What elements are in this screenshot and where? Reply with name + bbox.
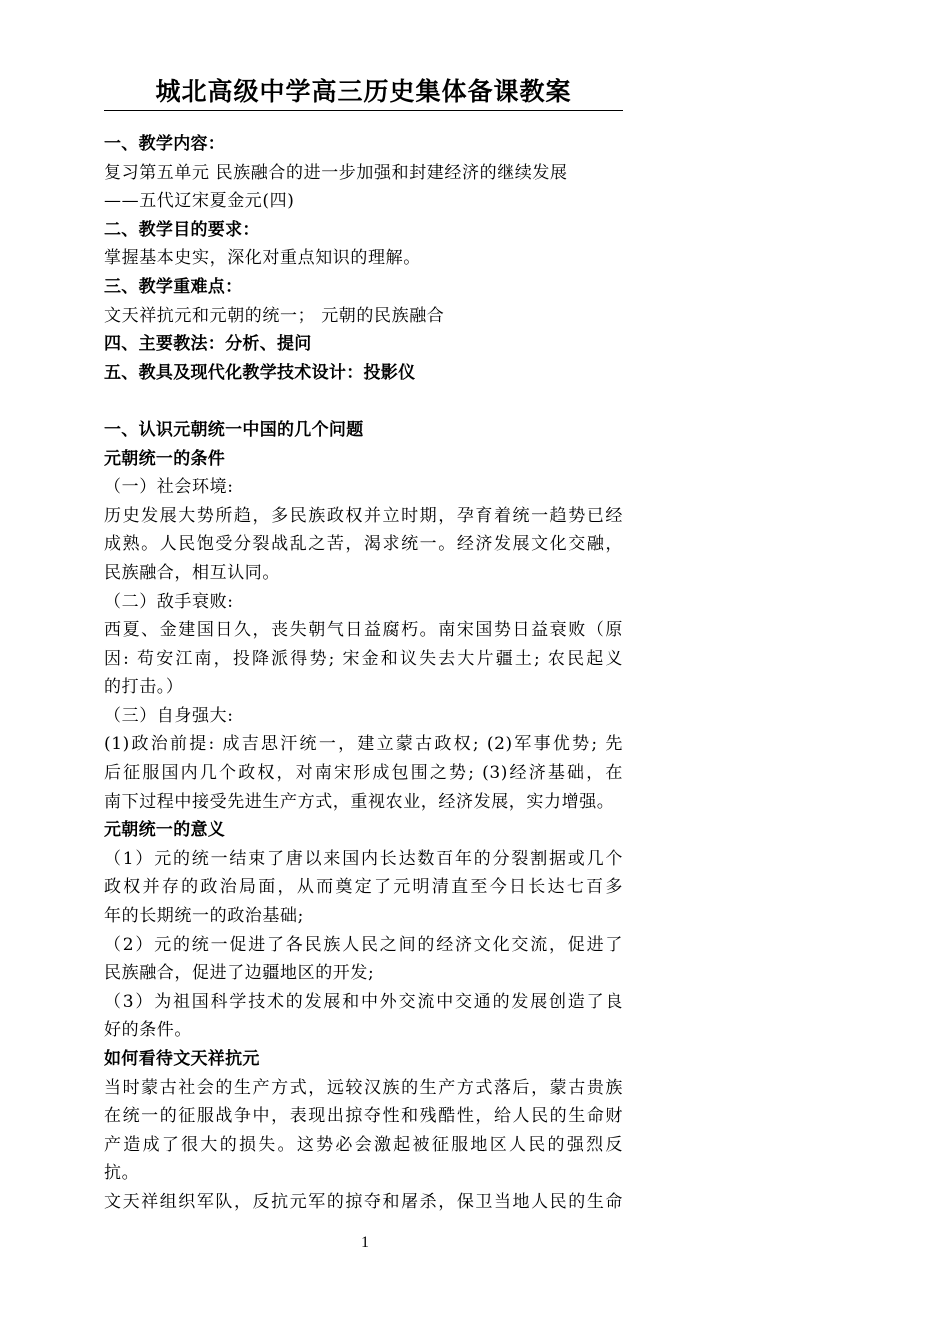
header-text-line: 文天祥抗元和元朝的统一； 元朝的民族融合 bbox=[104, 305, 445, 326]
body-text-line: 西夏、金建国日久，丧失朝气日益腐朽。南宋国势日益衰败（原 bbox=[104, 620, 623, 641]
body-heading: 元朝统一的意义 bbox=[104, 820, 226, 841]
lesson-plan-header bbox=[104, 130, 634, 387]
body-text-line: 产造成了很大的损失。这势必会激起被征服地区人民的强烈反 bbox=[104, 1134, 623, 1155]
header-heading: 一、教学内容： bbox=[104, 134, 226, 154]
page-number: 1 bbox=[361, 1234, 369, 1251]
body-text-line: 南下过程中接受先进生产方式，重视农业，经济发展，实力增强。 bbox=[104, 791, 615, 812]
header-heading: 五、教具及现代化教学技术设计：投影仪 bbox=[104, 362, 416, 383]
body-text-line: （2）元的统一促进了各民族人民之间的经济文化交流，促进了 bbox=[104, 934, 623, 955]
body-text-line: （3）为祖国科学技术的发展和中外交流中交通的发展创造了良 bbox=[104, 991, 623, 1012]
body-text-line: 文天祥组织军队，反抗元军的掠夺和屠杀，保卫当地人民的生命 bbox=[104, 1191, 623, 1212]
body-text-line: 历史发展大势所趋，多民族政权并立时期，孕育着统一趋势已经 bbox=[104, 505, 623, 526]
header-heading: 二、教学目的要求： bbox=[104, 219, 260, 240]
section-spacer bbox=[104, 387, 634, 416]
body-text-line: 后征服国内几个政权，对南宋形成包围之势; (3)经济基础，在 bbox=[104, 763, 623, 784]
body-heading: 一、认识元朝统一中国的几个问题 bbox=[104, 419, 364, 440]
body-text-line: 民族融合，相互认同。 bbox=[104, 562, 280, 583]
body-text-line: 的打击。） bbox=[104, 677, 184, 698]
body-text-line: 当时蒙古社会的生产方式，远较汉族的生产方式落后，蒙古贵族 bbox=[104, 1077, 623, 1098]
body-text-line: 在统一的征服战争中，表现出掠夺性和残酷性，给人民的生命财 bbox=[104, 1106, 623, 1127]
body-heading: 如何看待文天祥抗元 bbox=[104, 1049, 260, 1069]
body-text-line: 好的条件。 bbox=[104, 1020, 192, 1041]
body-text-line: 因: 苟安江南，投降派得势; 宋金和议失去大片疆土; 农民起义 bbox=[104, 648, 623, 669]
header-text-line: 复习第五单元 民族融合的进一步加强和封建经济的继续发展 bbox=[104, 162, 568, 183]
body-text-line: 抗。 bbox=[104, 1163, 140, 1184]
body-text-line: （三）自身强大: bbox=[104, 705, 234, 726]
header-heading: 四、主要教法：分析、提问 bbox=[104, 334, 312, 355]
header-heading: 三、教学重难点： bbox=[104, 276, 243, 297]
document-body bbox=[104, 130, 634, 1217]
body-text-line: （二）敌手衰败: bbox=[104, 591, 234, 612]
body-heading: 元朝统一的条件 bbox=[104, 448, 226, 469]
body-text-line: （1）元的统一结束了唐以来国内长达数百年的分裂割据或几个 bbox=[104, 848, 623, 869]
body-text-line: （一）社会环境: bbox=[104, 477, 234, 498]
lesson-content bbox=[104, 416, 634, 1217]
body-text-line: (1)政治前提: 成吉思汗统一，建立蒙古政权; (2)军事优势; 先 bbox=[104, 734, 623, 755]
document-title: 城北高级中学高三历史集体备课教案 bbox=[104, 76, 623, 111]
body-text-line: 民族融合，促进了边疆地区的开发; bbox=[104, 963, 375, 984]
body-text-line: 成熟。人民饱受分裂战乱之苦，渴求统一。经济发展文化交融， bbox=[104, 534, 623, 555]
header-text-line: ——五代辽宋夏金元(四) bbox=[104, 191, 295, 212]
header-text-line: 掌握基本史实，深化对重点知识的理解。 bbox=[104, 248, 421, 269]
body-text-line: 年的长期统一的政治基础; bbox=[104, 906, 304, 927]
body-text-line: 政权并存的政治局面，从而奠定了元明清直至今日长达七百多 bbox=[104, 877, 623, 898]
